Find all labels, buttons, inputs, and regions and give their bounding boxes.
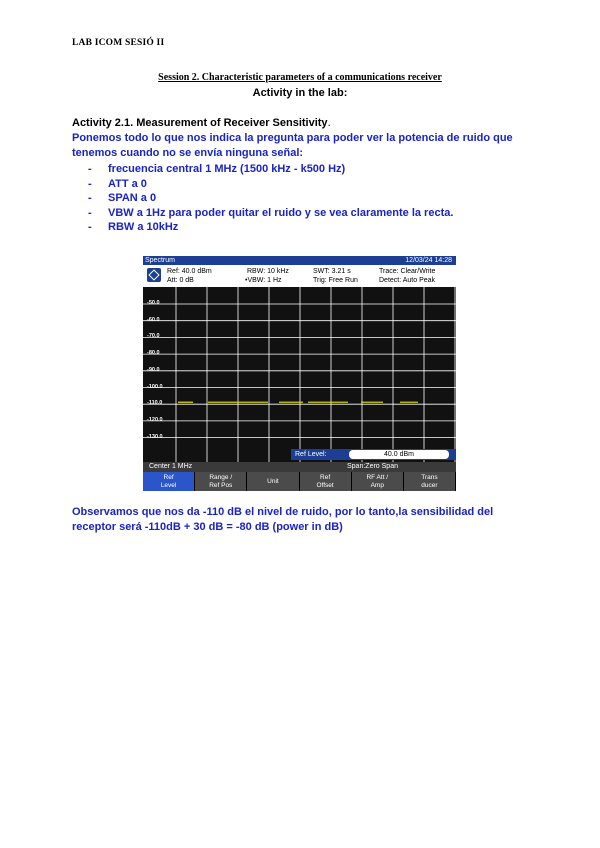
analyzer-status-bar (143, 462, 456, 472)
vbw-readout: •VBW: 1 Hz (245, 277, 282, 284)
activity-lab-title: Activity in the lab: (252, 87, 348, 99)
settings-list (88, 162, 453, 235)
y-tick-label: -50.0 (147, 300, 160, 306)
list-marker: - (88, 163, 92, 175)
trig-readout: Trig: Free Run (313, 277, 358, 284)
analyzer-mode: Spectrum (145, 257, 175, 264)
trace-readout: Trace: Clear/Write (379, 268, 436, 275)
softkey-bar (143, 472, 456, 491)
list-item-text: ATT a 0 (108, 177, 147, 190)
list-item-text: RBW a 10kHz (108, 221, 179, 233)
list-item (88, 177, 453, 192)
conclusion-paragraph: Observamos que nos da -110 dB el nivel de ruido, por lo tanto,la sensibilidad del receptor será -110dB + 30 dB = -80 dB (power in dB) (72, 506, 494, 533)
list-marker: - (88, 206, 92, 219)
y-tick-label: -130.0 (147, 433, 163, 440)
center-frequency: Center 1 MHz (149, 463, 193, 470)
y-tick-label: -110.0 (147, 400, 163, 407)
activity-heading (72, 117, 331, 129)
list-marker: - (88, 221, 92, 233)
swt-readout: SWT: 3.21 s (313, 268, 351, 275)
list-item (88, 206, 453, 221)
softkey-ref-level[interactable]: Ref Level (143, 472, 195, 491)
activity-heading-suffix: . (327, 117, 331, 129)
y-tick-label: -80.0 (147, 350, 160, 357)
analyzer-info-panel (143, 265, 456, 287)
list-item (88, 220, 453, 235)
activity-heading-text: Activity 2.1. Measurement of Receiver Sensitivity (72, 117, 328, 129)
softkey-unit[interactable]: Unit (247, 472, 299, 491)
rbw-readout: RBW: 10 kHz (247, 268, 289, 275)
rohde-schwarz-logo-icon (147, 268, 161, 282)
analyzer-datetime: 12/03/24 14:28 (405, 257, 452, 264)
analyzer-title-bar (143, 256, 456, 265)
y-tick-label: -70.0 (147, 333, 160, 340)
ref-readout: Ref: 40.0 dBm (167, 268, 212, 275)
ref-level-input[interactable]: 40.0 dBm (349, 450, 449, 459)
span-readout: Span:Zero Span (347, 463, 398, 470)
y-tick-label: -100.0 (147, 383, 163, 390)
detect-readout: Detect: Auto Peak (379, 277, 436, 284)
session-title: Session 2. Characteristic parameters of a communications receiver (158, 72, 442, 83)
spectrum-analyzer-screenshot (143, 256, 456, 491)
ref-level-box[interactable] (291, 449, 456, 460)
y-tick-label: -60.0 (147, 316, 160, 323)
list-marker: - (88, 177, 92, 190)
softkey-ref-offset[interactable]: Ref Offset (300, 472, 352, 491)
y-tick-label: -90.0 (147, 366, 160, 373)
att-readout: Att: 0 dB (167, 277, 194, 284)
list-item-text: frecuencia central 1 MHz (1500 kHz - k500 Hz) (108, 163, 346, 175)
document-header: LAB ICOM SESIÓ II (72, 38, 165, 48)
softkey-rf-att-amp[interactable]: RF Att / Amp (352, 472, 404, 491)
list-item-text: VBW a 1Hz para poder quitar el ruido y se vea claramente la recta. (108, 206, 454, 219)
softkey-range-ref-pos[interactable]: Range / Ref Pos (195, 472, 247, 491)
softkey-transducer[interactable]: Trans ducer (404, 472, 456, 491)
analyzer-plot-svg (143, 287, 456, 462)
list-item (88, 162, 453, 177)
analyzer-plot-area (143, 287, 456, 462)
list-marker: - (88, 192, 92, 204)
list-item-text: SPAN a 0 (108, 192, 157, 204)
ref-level-label: Ref Level: (295, 451, 327, 458)
intro-paragraph: Ponemos todo lo que nos indica la pregunta para poder ver la potencia de ruido que tenemos cuando no se envía ninguna señal: (72, 132, 513, 159)
y-tick-label: -120.0 (147, 416, 163, 423)
list-item (88, 191, 453, 206)
